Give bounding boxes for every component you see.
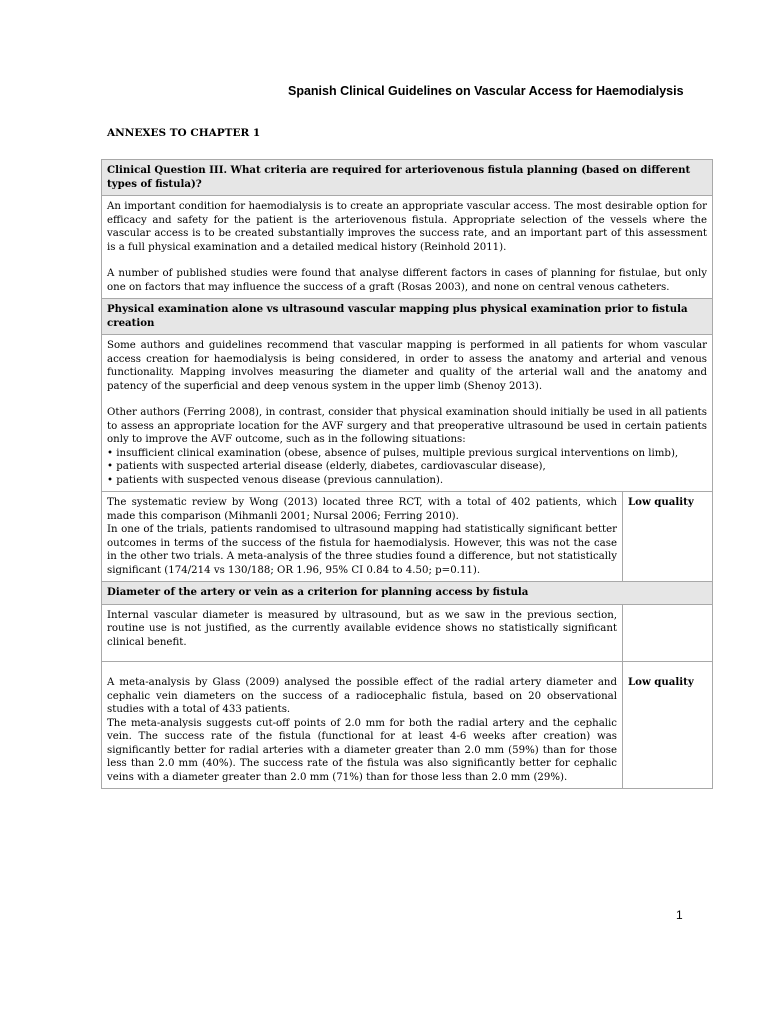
diameter-text (102, 604, 623, 662)
diameter-body-row (102, 604, 713, 662)
physical-paragraph: Some authors and guidelines recommend that vascular mapping is performed in all patients for whom vascular access creation for haemodialysis is being considered, in order to assess the anatomy and arterial and venous functionality. Mapping involves measuring the diameter and quality of the arterial wall and the anatomy and patency of the superficial and deep venous system in the upper limb (Shenoy 2013). (107, 340, 708, 392)
physical-paragraph: Other authors (Ferring 2008), in contrast, consider that physical examination should initially be used in all patients to assess an appropriate location for the AVF surgery and that preoperative ultrasound be used in certain patients only to improve the AVF outcome, such as in the following situations: (107, 407, 708, 445)
annex-title: ANNEXES TO CHAPTER 1 (107, 127, 261, 139)
physical-heading-row (102, 299, 713, 335)
page-header-title: Spanish Clinical Guidelines on Vascular Access for Haemodialysis (288, 84, 684, 98)
physical-heading: Physical examination alone vs ultrasound vascular mapping plus physical examination prior to fistula creation (102, 299, 713, 335)
evidence-grade-empty (623, 604, 713, 662)
question-paragraph: A number of published studies were found that analyse different factors in cases of planning for fistulae, but only one on factors that may influence the success of a graft (Rosas 2003), and none on central venous catheters. (107, 268, 708, 293)
diameter-paragraph: Internal vascular diameter is measured by ultrasound, but as we saw in the previous section, routine use is not justified, as the currently available evidence shows no statistically significant clinical benefit. (107, 609, 617, 648)
glass-evidence-text (102, 662, 623, 789)
bullet-item: • insufficient clinical examination (obese, absence of pulses, multiple previous surgical interventions on limb), (107, 447, 679, 459)
glass-paragraph: The meta-analysis suggests cut-off points of 2.0 mm for both the radial artery and the cephalic vein. The success rate of the fistula (functional for at least 4-6 weeks after creation) was significantly better for radial arteries with a diameter greater than 2.0 mm (59%) than for those less than 2.0 mm (40%). The success rate of the fistula was also significantly better for cephalic veins with a diameter greater than 2.0 mm (71%) than for those less than 2.0 mm (29%). (107, 717, 617, 783)
question-body (102, 196, 713, 299)
guideline-table (101, 159, 713, 789)
question-heading: Clinical Question III. What criteria are required for arteriovenous fistula planning (based on different types of fistula)? (102, 160, 713, 196)
question-paragraph: An important condition for haemodialysis is to create an appropriate vascular access. The most desirable option for efficacy and safety for the patient is the arteriovenous fistula. Appropriate selection of the vessels where the vascular access is to be created substantially improves the success rate, and an important part of this assessment is a full physical examination and a detailed medical history (Reinhold 2011). (107, 201, 708, 253)
diameter-heading-row (102, 582, 713, 605)
wong-paragraph: In one of the trials, patients randomised to ultrasound mapping had statistically significant better outcomes in terms of the success of the fistula for haemodialysis. However, this was not the case in the other two trials. A meta-analysis of the three studies found a difference, but not statistically significant (174/214 vs 130/188; OR 1.96, 95% CI 0.84 to 4.50; p=0.11). (107, 524, 617, 576)
glass-evidence-row (102, 662, 713, 789)
bullet-item: • patients with suspected venous disease (previous cannulation). (107, 474, 444, 486)
glass-paragraph: A meta-analysis by Glass (2009) analysed the possible effect of the radial artery diameter and cephalic vein diameters on the success of a radiocephalic fistula, based on 20 observational studies with a total of 433 patients. (107, 677, 617, 715)
bullet-item: • patients with suspected arterial disease (elderly, diabetes, cardiovascular disease), (107, 461, 546, 472)
evidence-grade: Low quality (623, 662, 713, 789)
diameter-heading: Diameter of the artery or vein as a criterion for planning access by fistula (102, 582, 713, 605)
physical-body-row (102, 335, 713, 492)
wong-paragraph: The systematic review by Wong (2013) located three RCT, with a total of 402 patients, which made this comparison (Mihmanli 2001; Nursal 2006; Ferring 2010). (107, 497, 617, 522)
wong-evidence-row (102, 492, 713, 582)
evidence-grade: Low quality (623, 492, 713, 582)
question-body-row (102, 196, 713, 299)
page-number: 1 (676, 908, 683, 922)
physical-body (102, 335, 713, 492)
question-heading-row (102, 160, 713, 196)
wong-evidence-text (102, 492, 623, 582)
